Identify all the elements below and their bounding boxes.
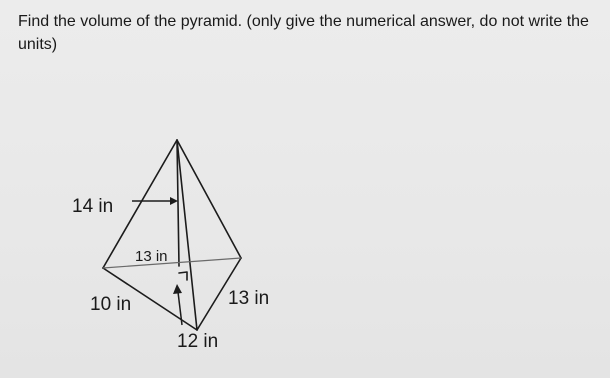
edge-base-back: [103, 258, 241, 268]
edge-apex-right: [177, 140, 241, 258]
label-base-right: 13 in: [228, 288, 270, 309]
question-text: Find the volume of the pyramid. (only give the numerical answer, do not write the units): [18, 13, 589, 53]
label-slant-height: 14 in: [72, 196, 114, 217]
right-angle-marker: [179, 272, 187, 280]
bottom-arrow-shaft: [178, 292, 182, 325]
label-inner-height: 13 in: [135, 248, 168, 265]
bottom-arrow-head: [173, 284, 182, 294]
label-base-left: 10 in: [90, 294, 132, 315]
slant-arrow-head: [170, 197, 178, 205]
label-base-bottom: 12 in: [177, 331, 219, 352]
edge-apex-front: [177, 140, 197, 330]
